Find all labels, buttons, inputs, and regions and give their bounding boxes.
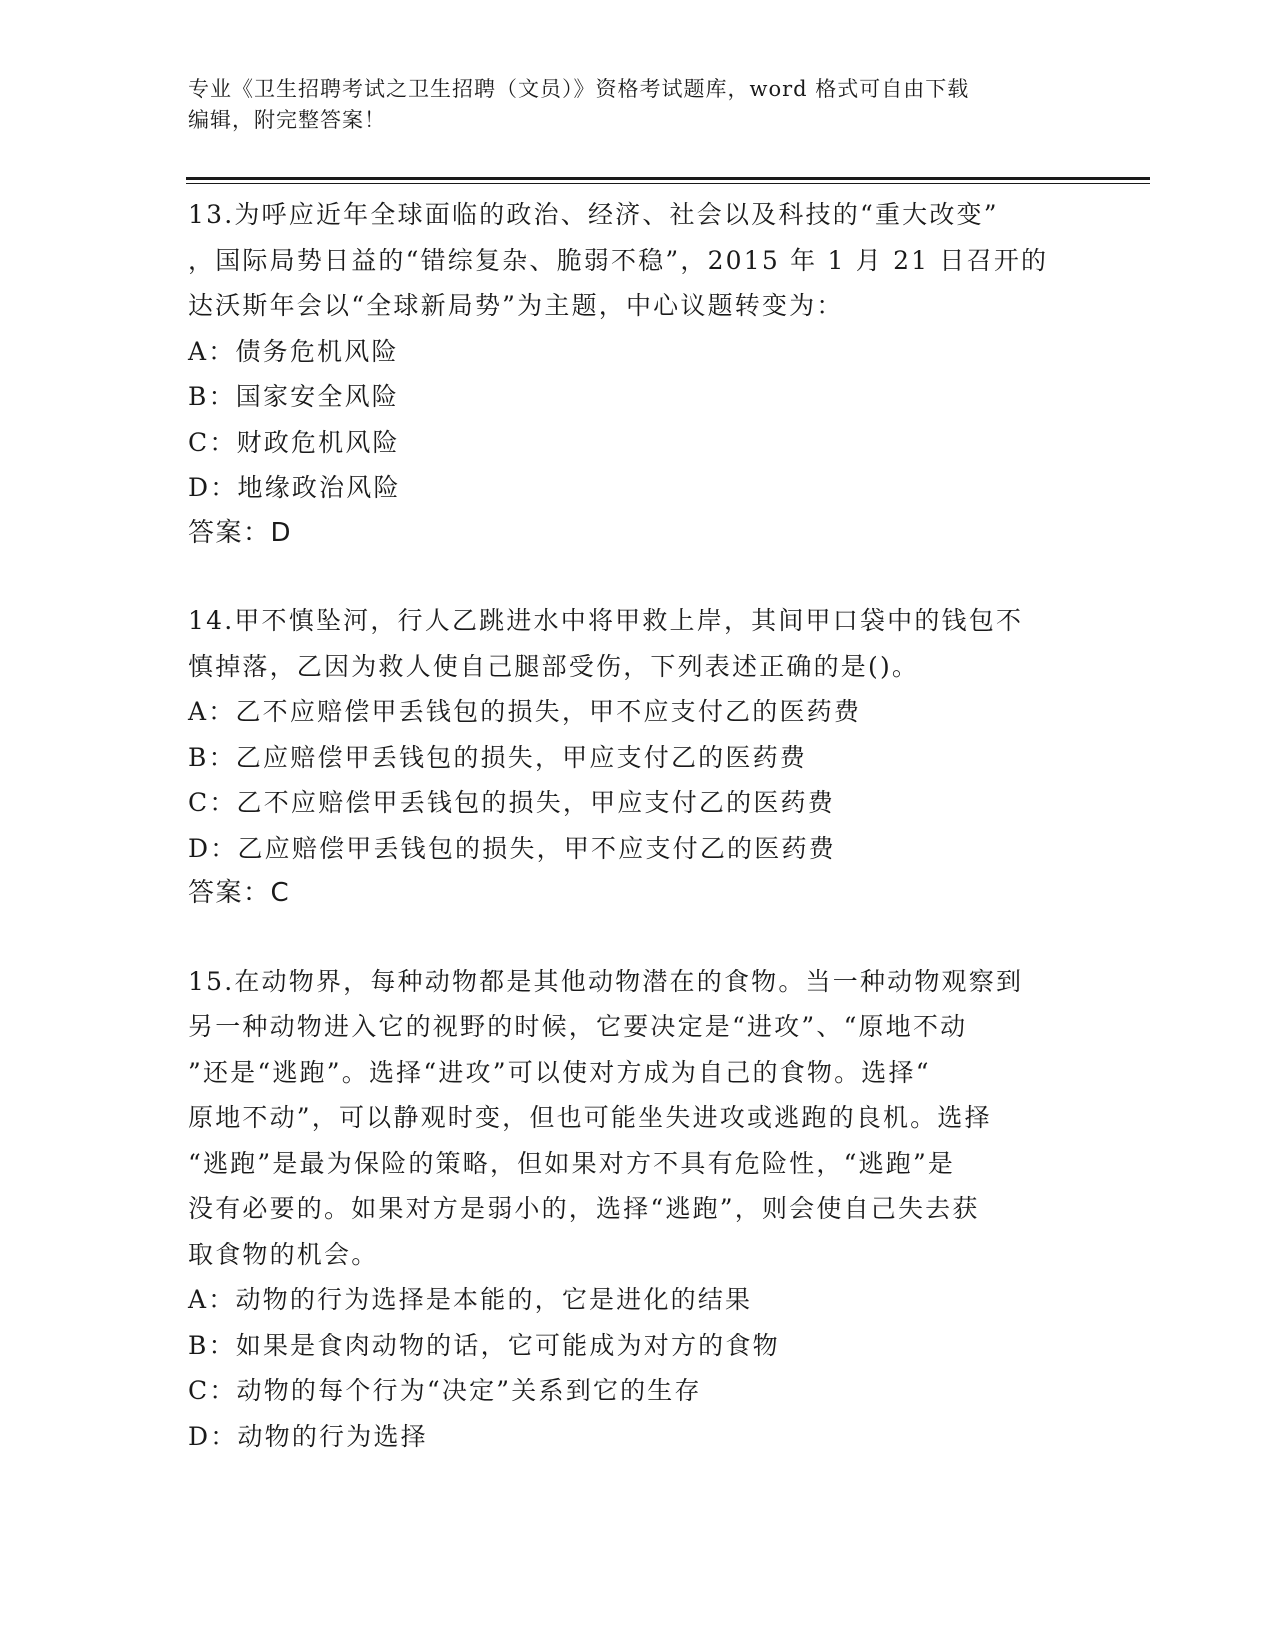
option-b: B：国家安全风险	[188, 382, 399, 411]
question-text-line: 14.甲不慎坠河，行人乙跳进水中将甲救上岸，其间甲口袋中的钱包不	[188, 606, 1024, 635]
question-14	[188, 598, 1088, 917]
option-b: B：如果是食肉动物的话，它可能成为对方的食物	[188, 1330, 780, 1360]
question-text-line: ，国际局势日益的“错综复杂、脆弱不稳”，2015 年 1 月 21 日召开的	[188, 245, 1049, 275]
option-b: B：乙应赔偿甲丢钱包的损失，甲应支付乙的医药费	[188, 742, 807, 772]
header-rule-thin	[186, 183, 1150, 184]
question-text-line: “逃跑”是最为保险的策略，但如果对方不具有危险性，“逃跑”是	[188, 1148, 956, 1178]
option-d: D：动物的行为选择	[188, 1421, 428, 1451]
question-text-line: 没有必要的。如果对方是弱小的，选择“逃跑”，则会使自己失去获	[188, 1194, 980, 1223]
question-list	[188, 192, 1088, 1459]
question-text-line: 13.为呼应近年全球面临的政治、经济、社会以及科技的“重大改变”	[188, 200, 999, 229]
question-text-line: 原地不动”，可以静观时变，但也可能坐失进攻或逃跑的良机。选择	[188, 1103, 992, 1132]
option-c: C：乙不应赔偿甲丢钱包的损失，甲应支付乙的医药费	[188, 788, 835, 817]
header-line-1: 专业《卫生招聘考试之卫生招聘（文员）》资格考试题库，word 格式可自由下载	[188, 77, 970, 101]
option-d: D：乙应赔偿甲丢钱包的损失，甲不应支付乙的医药费	[188, 833, 836, 863]
option-a: A：乙不应赔偿甲丢钱包的损失，甲不应支付乙的医药费	[188, 697, 862, 726]
question-spacer	[188, 556, 1088, 598]
question-text-line: 达沃斯年会以“全球新局势”为主题，中心议题转变为：	[188, 291, 844, 320]
header-rule-thick	[186, 177, 1150, 180]
header-line-2: 编辑，附完整答案！	[188, 108, 386, 132]
answer-line: 答案：D	[188, 517, 293, 548]
answer-line: 答案：C	[188, 878, 291, 908]
question-text-line: 另一种动物进入它的视野的时候，它要决定是“进攻”、“原地不动	[188, 1012, 968, 1041]
option-d: D：地缘政治风险	[188, 473, 401, 502]
question-15	[188, 959, 1088, 1460]
question-13	[188, 192, 1088, 556]
option-a: A：债务危机风险	[188, 336, 399, 366]
question-text-line: 取食物的机会。	[188, 1239, 379, 1269]
option-a: A：动物的行为选择是本能的，它是进化的结果	[188, 1285, 753, 1314]
question-text-line: 慎掉落，乙因为救人使自己腿部受伤，下列表述正确的是()。	[188, 651, 920, 681]
question-text-line: ”还是“逃跑”。选择“进攻”可以使对方成为自己的食物。选择“	[188, 1057, 931, 1087]
question-spacer	[188, 917, 1088, 959]
option-c: C：动物的每个行为“决定”关系到它的生存	[188, 1376, 702, 1405]
question-text-line: 15.在动物界，每种动物都是其他动物潜在的食物。当一种动物观察到	[188, 966, 1024, 996]
option-c: C：财政危机风险	[188, 427, 400, 457]
document-header	[188, 74, 1088, 136]
